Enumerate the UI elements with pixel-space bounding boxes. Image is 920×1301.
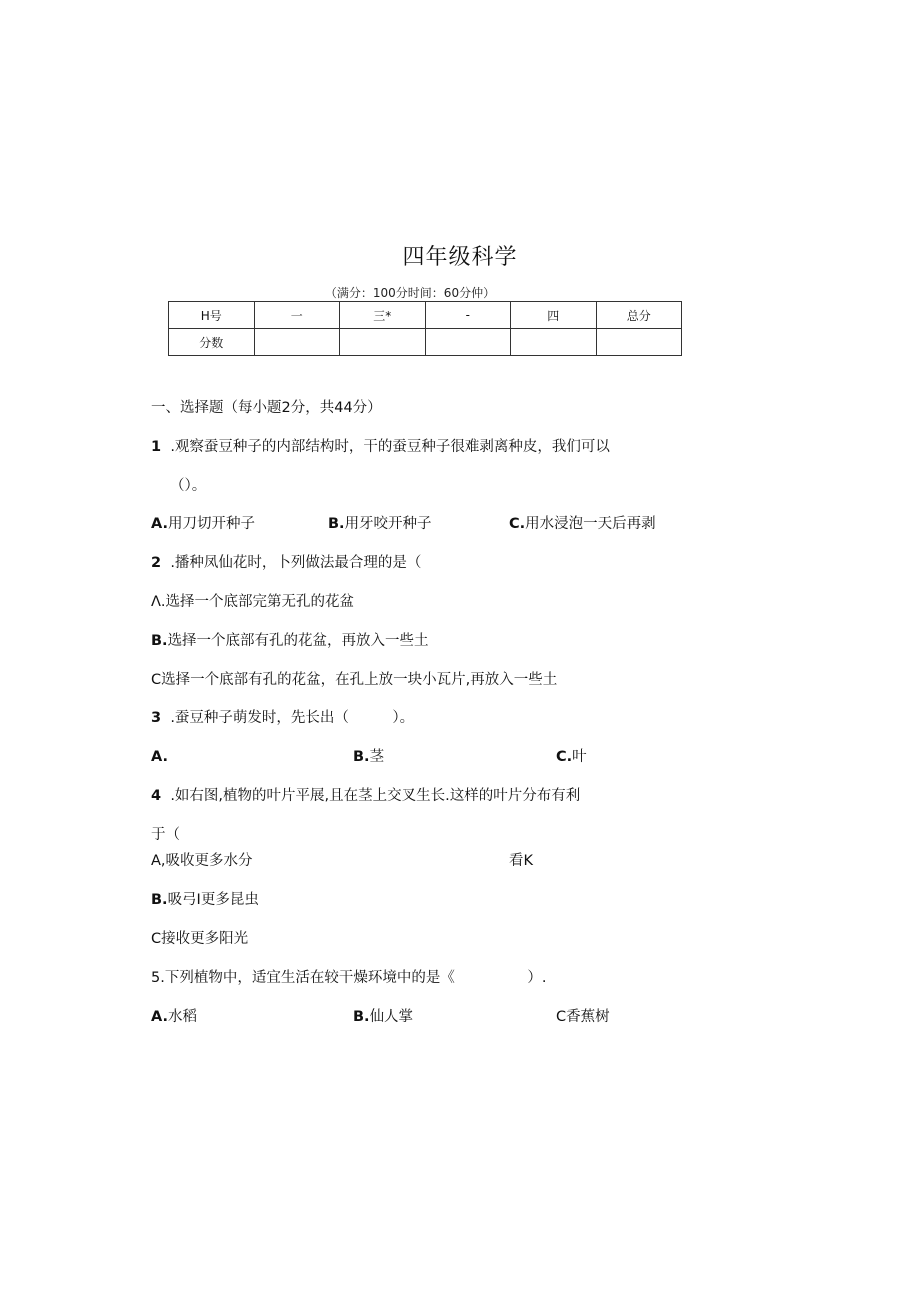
score-input-cell[interactable] (511, 329, 597, 356)
option-c[interactable]: C接收更多阳光 (151, 931, 249, 947)
exam-info: （满分：100分时间：60分仲） (324, 286, 496, 300)
question-number: 1 (151, 439, 162, 455)
option-c[interactable]: C.用水浸泡一天后再剥 (509, 516, 656, 532)
question-1-options (151, 514, 751, 534)
question-number: 3 (151, 710, 162, 726)
question-text: .如右图,植物的叶片平展,且在茎上交叉生长.这样的叶片分布有利 (170, 788, 581, 804)
option-b[interactable]: B.用牙咬开种子 (328, 516, 432, 532)
score-table (168, 301, 682, 356)
question-5-options (151, 1007, 751, 1027)
question-5: 5.下列植物中，适宜生活在较干燥环境中的是《 ）. (151, 970, 547, 986)
question-4-continuation: 于（ (151, 827, 180, 843)
option-a[interactable]: A.用刀切开种子 (151, 516, 255, 532)
score-cell: H号 (169, 302, 255, 329)
score-input-cell[interactable] (340, 329, 426, 356)
question-3 (151, 708, 414, 728)
question-text: .播种凤仙花时，卜列做法最合理的是（ (170, 555, 422, 571)
option-b[interactable]: B.选择一个底部有孔的花盆，再放入一些土 (151, 633, 429, 649)
question-4 (151, 786, 580, 806)
score-cell: 三* (340, 302, 426, 329)
score-cell: 一 (254, 302, 340, 329)
option-a[interactable]: A. (151, 749, 168, 765)
option-a[interactable]: Λ.选择一个底部完第无孔的花盆 (151, 594, 355, 610)
option-b[interactable]: B.仙人掌 (353, 1009, 414, 1025)
score-cell: 四 (511, 302, 597, 329)
score-cell: - (425, 302, 511, 329)
score-cell: 总分 (596, 302, 682, 329)
section-heading: 一、选择题（每小题2分，共44分） (151, 400, 382, 416)
figure-placeholder: 看K (509, 853, 534, 869)
score-input-cell[interactable] (425, 329, 511, 356)
question-2 (151, 553, 421, 573)
question-text: .观察蚕豆种子的内部结构时，干的蚕豆种子很难剥离种皮，我们可以 (170, 439, 610, 455)
option-a[interactable]: A,吸收更多水分 (151, 853, 253, 869)
option-c[interactable]: C.叶 (556, 749, 587, 765)
option-c[interactable]: C香蕉树 (556, 1009, 610, 1025)
question-1 (151, 437, 610, 457)
question-number: 2 (151, 555, 162, 571)
score-cell: 分数 (169, 329, 255, 356)
question-3-options (151, 747, 751, 767)
question-1-continuation: （）。 (170, 478, 207, 494)
score-input-cell[interactable] (254, 329, 340, 356)
page-title: 四年级科学 (402, 245, 518, 270)
option-c[interactable]: C选择一个底部有孔的花盆，在孔上放一块小瓦片,再放入一些土 (151, 672, 558, 688)
score-input-cell[interactable] (596, 329, 682, 356)
score-table-header-row (169, 302, 682, 329)
option-a[interactable]: A.水稻 (151, 1009, 197, 1025)
option-b[interactable]: B.吸弓I更多昆虫 (151, 892, 259, 908)
score-table-score-row (169, 329, 682, 356)
question-number: 4 (151, 788, 162, 804)
option-b[interactable]: B.茎 (353, 749, 385, 765)
question-text: .蚕豆种子萌发时，先长出（ ）。 (170, 710, 415, 726)
